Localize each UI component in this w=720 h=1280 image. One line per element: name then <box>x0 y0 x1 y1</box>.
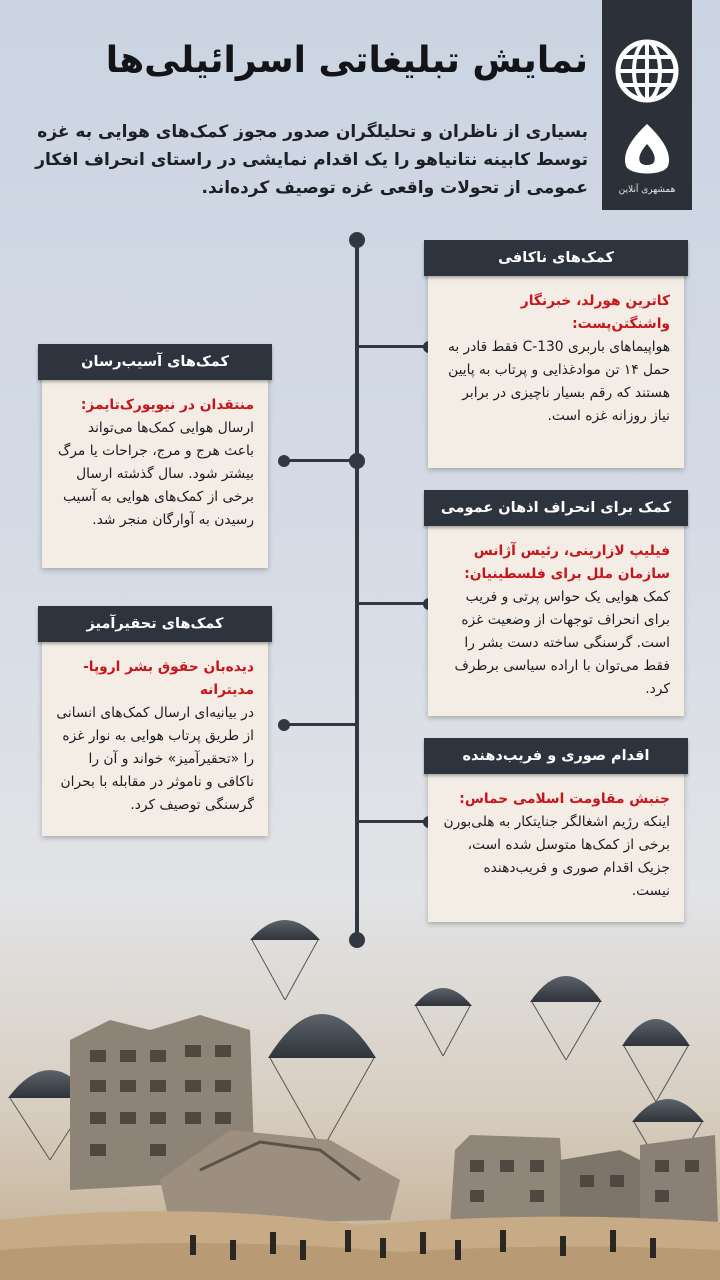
parachute-icon <box>622 1019 690 1102</box>
connector-line <box>285 459 357 462</box>
card-title: کمک‌های ناکافی <box>424 240 688 276</box>
connector-line <box>359 345 429 348</box>
card-source: دیده‌بان حقوق بشر اروپا-مدیترانه <box>83 659 254 698</box>
card-source: فیلیپ لازارینی، رئیس آژانس سازمان ملل برای فلسطینیان: <box>464 543 670 582</box>
card-harmful-aid <box>42 352 268 568</box>
card-title: کمک برای انحراف اذهان عمومی <box>424 490 688 526</box>
connector-dot <box>278 719 290 731</box>
ruined-building <box>450 1135 718 1225</box>
page-title: نمایش تبلیغاتی اسرائیلی‌ها <box>105 40 588 81</box>
card-text: هواپیماهای باربری C-130 فقط قادر به حمل ۱۴ تن موادغذایی و پرتاب به پایین هستند که رقم بسیار ناچیزی در برابر نیاز روزانه غزه است. <box>447 339 670 424</box>
card-humiliating-aid <box>42 614 268 836</box>
globe-icon <box>614 38 680 104</box>
connector-line <box>359 820 429 823</box>
connector-line <box>359 602 429 605</box>
five-numeral-logo-icon <box>616 118 678 180</box>
card-text: کمک هوایی یک حواس پرتی و فریب برای انحراف توجهات از وضعیت غزه است. گرسنگی ساخته دست بشر را فقط می‌توان با اراده سیاسی برطرف کرد. <box>454 589 670 697</box>
card-diversion-aid <box>428 498 684 716</box>
card-source: کاترین هورلد، خبرنگار واشنگتن‌پست: <box>520 293 670 332</box>
logo-caption: همشهری آنلاین <box>618 185 676 195</box>
intro-paragraph: بسیاری از ناظران و تحلیلگران صدور مجوز کمک‌های هوایی به غزه توسط کابینه نتانیاهو را یک اقدام نمایشی در راستای انحراف افکار عمومی از تحولات واقعی غزه توصیف کرده‌اند. <box>35 122 588 198</box>
timeline-dot <box>349 232 365 248</box>
connector-dot <box>278 455 290 467</box>
parachute-icon <box>414 988 472 1056</box>
card-source: جنبش مقاومت اسلامی حماس: <box>459 791 670 807</box>
parachute-icon <box>530 976 602 1060</box>
card-insufficient-aid <box>428 248 684 468</box>
card-title: کمک‌های آسیب‌رسان <box>38 344 272 380</box>
connector-line <box>285 723 357 726</box>
card-title: اقدام صوری و فریب‌دهنده <box>424 738 688 774</box>
card-title: کمک‌های تحقیرآمیز <box>38 606 272 642</box>
card-text: ارسال هوایی کمک‌ها می‌تواند باعث هرج و مرج، جراحات یا مرگ بیشتر شود. سال گذشته ارسال برخی از کمک‌های هوایی به آسیب رسیدن به آوارگان منجر شد. <box>57 420 254 528</box>
parachute-icon <box>268 1014 376 1156</box>
airdrop-ruins-illustration <box>0 880 720 1280</box>
card-source: منتقدان در نیویورک‌تایمز: <box>80 397 254 413</box>
parachute-icon <box>250 920 320 1000</box>
card-text: اینکه رژیم اشغالگر جنایتکار به هلی‌بورن برخی از کمک‌ها متوسل شده است، جزیک اقدام صوری و فریب‌دهنده نیست. <box>443 814 670 899</box>
publisher-logo <box>602 0 692 210</box>
card-text: در بیانیه‌ای ارسال کمک‌های انسانی از طریق پرتاب هوایی به نوار غزه را «تحقیرآمیز» خواند و آن را ناکافی و ناموثر در مقابله با بحران گرسنگی توصیف کرد. <box>56 705 254 813</box>
